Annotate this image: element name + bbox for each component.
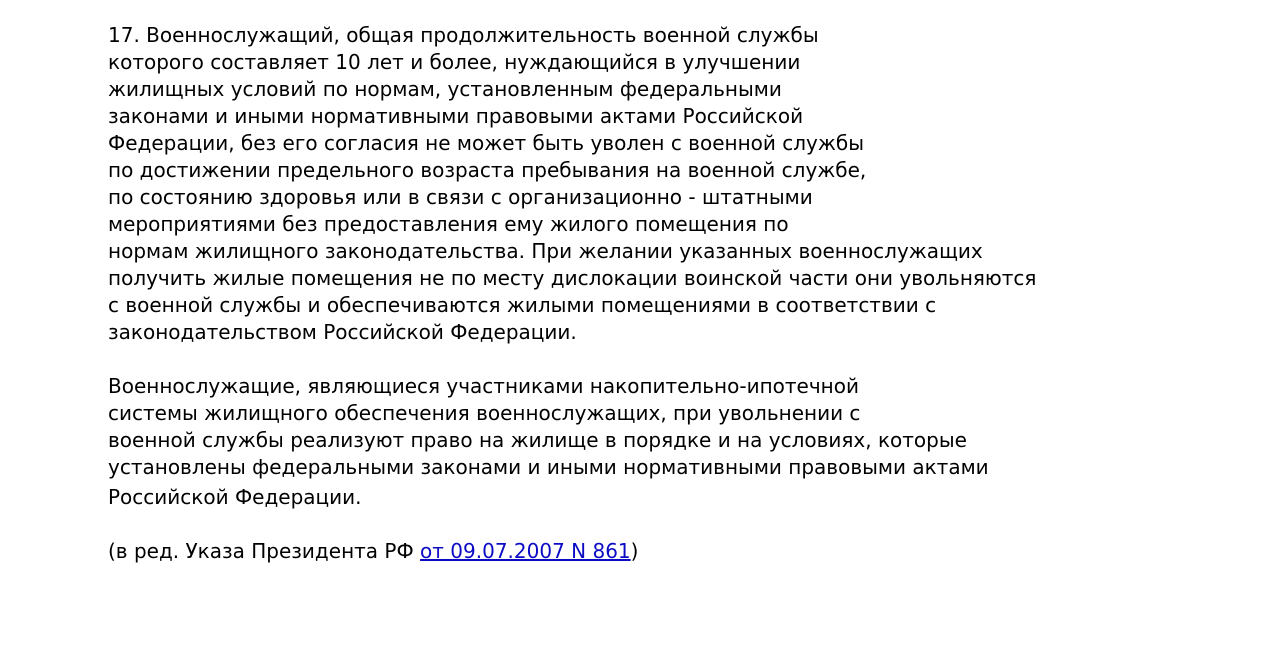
paragraph-mortgage-system (108, 373, 1258, 511)
paragraph-spacer (108, 346, 1258, 373)
edition-note-suffix: ) (630, 539, 639, 563)
text-line: мероприятиями без предоставления ему жилого помещения по (108, 212, 789, 236)
paragraph-article-17 (108, 22, 1258, 346)
text-line: жилищных условий по нормам, установленным федеральными (108, 77, 782, 101)
text-line: законодательством Российской Федерации. (108, 320, 577, 344)
edition-note (108, 538, 1258, 565)
edition-note-prefix: (в ред. Указа Президента РФ (108, 539, 421, 563)
text-line: Военнослужащие, являющиеся участниками накопительно-ипотечной (108, 374, 859, 398)
text-line: по состоянию здоровья или в связи с организационно - штатными (108, 185, 813, 209)
text-line: получить жилые помещения не по месту дислокации воинской части они увольняются (108, 266, 1037, 290)
text-line: нормам жилищного законодательства. При желании указанных военнослужащих (108, 239, 983, 263)
text-line: законами и иными нормативными правовыми актами Российской (108, 104, 804, 128)
text-line: установлены федеральными законами и иными нормативными правовыми актами (108, 455, 989, 479)
text-line: системы жилищного обеспечения военнослужащих, при увольнении с (108, 401, 861, 425)
text-line: с военной службы и обеспечиваются жилыми помещениями в соответствии с (108, 293, 937, 317)
text-line: по достижении предельного возраста пребывания на военной службе, (108, 158, 867, 182)
paragraph-spacer (108, 511, 1258, 538)
text-line: которого составляет 10 лет и более, нуждающийся в улучшении (108, 50, 801, 74)
text-line: Российской Федерации. (108, 485, 362, 509)
document-body (108, 22, 1258, 565)
text-line: Федерации, без его согласия не может быть уволен с военной службы (108, 131, 865, 155)
decree-link[interactable]: от 09.07.2007 N 861 (420, 539, 631, 563)
text-line: 17. Военнослужащий, общая продолжительность военной службы (108, 23, 819, 47)
text-line: военной службы реализуют право на жилище в порядке и на условиях, которые (108, 428, 967, 452)
edition-note-line (108, 538, 1258, 565)
